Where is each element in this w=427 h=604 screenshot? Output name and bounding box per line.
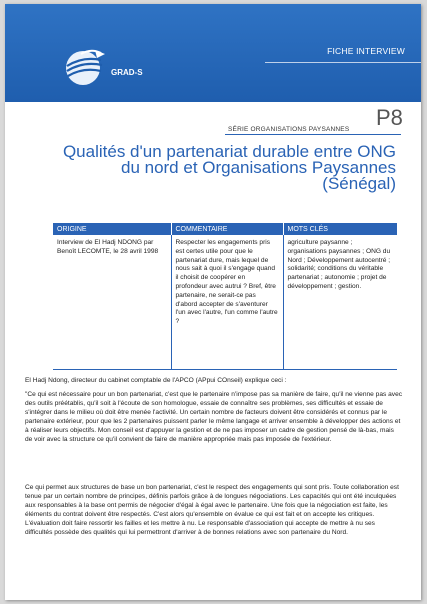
logo-text: GRAD-S: [111, 68, 143, 77]
fiche-label: FICHE INTERVIEW: [327, 46, 405, 56]
cell-origine: Interview de El Hadj NDONG par Benoît LECOMTE, le 28 avril 1998: [53, 235, 171, 370]
series-divider: [225, 134, 401, 135]
grad-s-logo-icon: [61, 44, 109, 88]
document-page: [5, 4, 421, 600]
banner-divider: [265, 62, 421, 63]
cell-mots-cles: agriculture paysanne ; organisations paysannes ; ONG du Nord ; Développement autocentré ; solidarité; conditions du véritable partenariat ; autonomie ; projet de développement ; gestion.: [283, 235, 397, 370]
header-banner: [5, 4, 421, 102]
series-code: P8: [376, 105, 403, 130]
cell-commentaire: Respecter les engagements pris est certes utile pour que le partenariat dure, mais lequel de nous sait à quoi il s'engage quand il choisit de coopérer en profondeur avec autrui ? Bref, être partenaire, ne serait-ce pas d'abord accepter de s'aventurer l'un avec l'autre, l'un comme l'autre ?: [171, 235, 283, 370]
table-row: [53, 235, 397, 370]
body-paragraph-1: "Ce qui est nécessaire pour un bon partenariat, c'est que le partenaire n'impose pas sa manière de faire, qu'il ne vienne pas avec des outils préétablis, qu'il soit à l'écoute de son homologue, essaie de connaître ses problèmes, ses difficultés et essaie de s'intégrer dans le milieu où doit être menée l'activité. Un certain nombre de facteurs doivent être considérés et connus par le partenaire extérieur, pour que les 2 partenaires puissent parler le même langage et arriver ensemble à développer des actions et à réaliser leurs objectifs. Mon conseil est d'appuyer la gestion et de ne pas imposer un cadre de gestion pensé de là-bas, mais de voir avec la structure ce qu'il convient de faire de manière appropriée mais pas imposée de l'extérieur.: [25, 391, 403, 443]
series-label: SÉRIE ORGANISATIONS PAYSANNES: [228, 126, 350, 133]
page-title: Qualités d'un partenariat durable entre ONG du nord et Organisations Paysannes (Sénégal): [62, 142, 396, 193]
info-table: [53, 223, 397, 370]
header-commentaire: COMMENTAIRE: [171, 223, 283, 235]
header-origine: ORIGINE: [53, 223, 171, 235]
intro-paragraph: El Hadj Ndong, directeur du cabinet comptable de l'APCO (APpui COnseil) explique ceci :: [25, 377, 287, 384]
table-header-row: [53, 223, 397, 235]
header-mots-cles: MOTS CLÉS: [283, 223, 397, 235]
body-paragraph-2: Ce qui permet aux structures de base un bon partenariat, c'est le respect des engagements qui sont pris. Toute collaboration est tenue par un certain nombre de principes, définis parfois grâce à de longues négociations. Les capacités qui ont été inculquées aux responsables à la base ont permis de négocier d'égal à égal avec le partenaire. Une fois que la négociation est faite, les éléments du contrat doivent être respectés. C'est alors qu'ensemble on évalue ce qui est fait et on accepte les critiques. L'évaluation doit faire ressortir les failles et les mettre à nu. Le responsable d'association qui accepte de mettre à nu ses difficultés possède des qualités qui lui permettront d'arriver à de bonnes relations avec son partenaire du Nord.: [25, 484, 399, 536]
